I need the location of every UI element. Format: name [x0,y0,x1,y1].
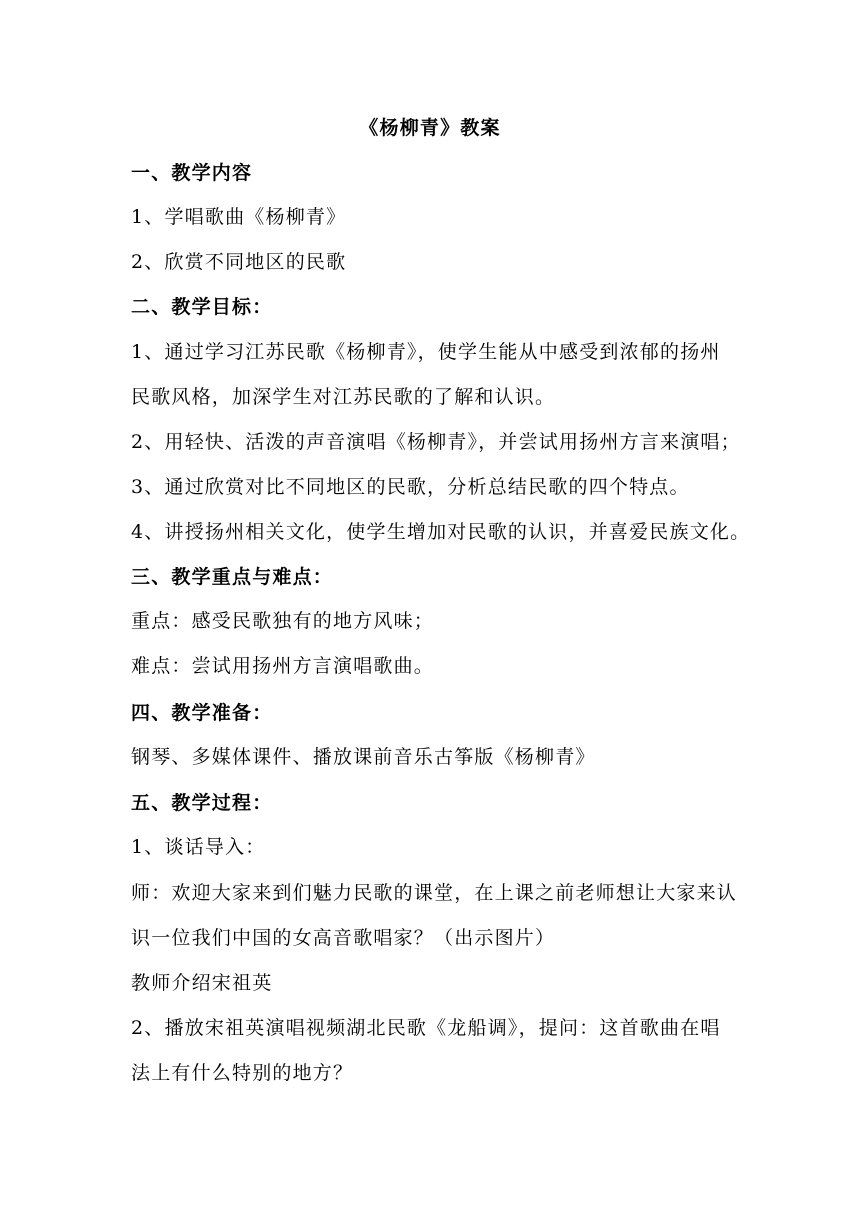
paragraph-line: 法上有什么特别的地方？ [131,1062,354,1084]
paragraph-line: 识一位我们中国的女高音歌唱家？（出示图片） [131,927,556,949]
paragraph-line: 钢琴、多媒体课件、播放课前音乐古筝版《杨柳青》 [131,746,596,768]
paragraph-line: 民歌风格，加深学生对江苏民歌的了解和认识。 [131,386,556,408]
paragraph-line: 2、用轻快、活泼的声音演唱《杨柳青》，并尝试用扬州方言来演唱； [131,431,741,453]
section-heading-content: 一、教学内容 [131,162,253,184]
paragraph-line: 2、欣赏不同地区的民歌 [131,251,347,273]
paragraph-line: 1、谈话导入： [131,836,266,858]
paragraph-line: 重点：感受民歌独有的地方风味； [131,610,435,632]
paragraph-line: 1、通过学习江苏民歌《杨柳青》，使学生能从中感受到浓郁的扬州 [131,341,721,363]
paragraph-line: 师：欢迎大家来到们魅力民歌的课堂，在上课之前老师想让大家来认 [131,882,738,904]
paragraph-line: 3、通过欣赏对比不同地区的民歌，分析总结民歌的四个特点。 [131,476,690,498]
section-heading-preparation: 四、教学准备： [131,702,273,724]
document-title: 《杨柳青》教案 [359,117,501,139]
paragraph-line: 难点：尝试用扬州方言演唱歌曲。 [131,655,435,677]
section-heading-key-points: 三、教学重点与难点： [131,566,334,588]
paragraph-line: 2、播放宋祖英演唱视频湖北民歌《龙船调》，提问：这首歌曲在唱 [131,1017,721,1039]
paragraph-line: 教师介绍宋祖英 [131,972,273,994]
paragraph-line: 4、讲授扬州相关文化，使学生增加对民歌的认识，并喜爱民族文化。 [131,521,751,543]
section-heading-process: 五、教学过程： [131,792,273,814]
section-heading-objectives: 二、教学目标： [131,296,273,318]
paragraph-line: 1、学唱歌曲《杨柳青》 [131,206,347,228]
